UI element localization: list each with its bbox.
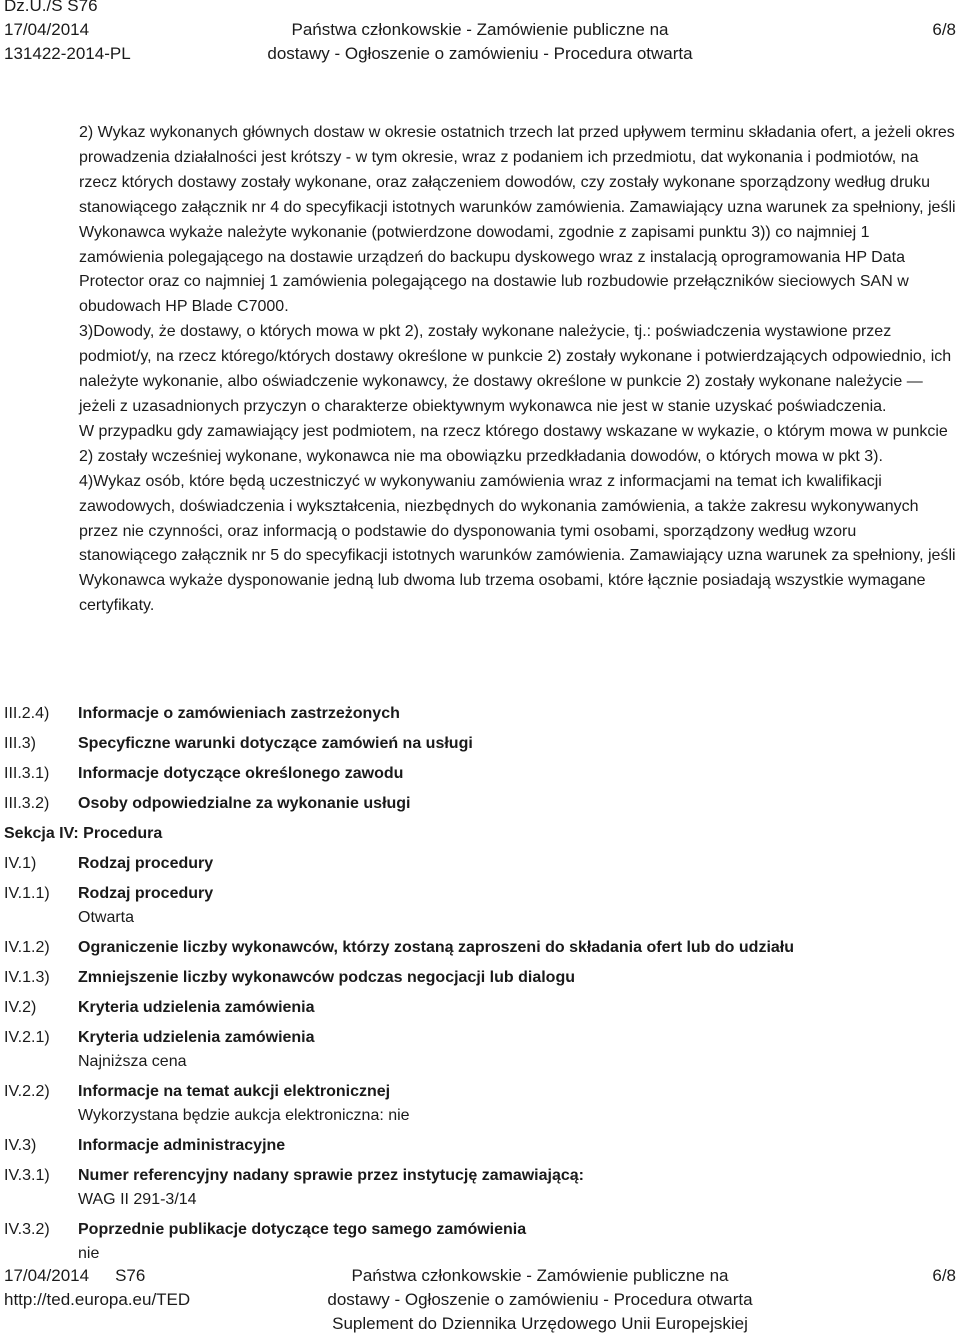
section-row [4, 696, 954, 726]
section-number: IV.3) [4, 1137, 37, 1154]
section-number: IV.3.1) [4, 1167, 50, 1184]
footer-page-number: 6/8 [932, 1266, 956, 1285]
section-number: IV.2.2) [4, 1083, 50, 1100]
section-heading: Ograniczenie liczby wykonawców, którzy zostaną zaproszeni do składania ofert lub do udziału [78, 939, 794, 956]
section-heading: Rodzaj procedury [78, 885, 214, 902]
header-journal-ref: Dz.U./S S76 [4, 0, 98, 15]
section-row [4, 1158, 954, 1212]
section-number: III.3.1) [4, 765, 50, 782]
section-row [4, 1074, 954, 1128]
section-number: IV.1) [4, 855, 37, 872]
header-notice-id: 131422-2014-PL [4, 44, 131, 63]
requirements-text [79, 121, 957, 619]
section-value: WAG II 291-3/14 [78, 1191, 197, 1208]
section-heading: Kryteria udzielenia zamówienia [78, 999, 315, 1016]
section-content [78, 696, 954, 726]
section-row [4, 1212, 954, 1266]
section-number: IV.1.1) [4, 885, 50, 902]
section-content [78, 1074, 954, 1128]
section-content [78, 846, 954, 876]
header-title-line2: dostawy - Ogłoszenie o zamówieniu - Procedura otwarta [267, 44, 693, 63]
paragraph: 2) Wykaz wykonanych głównych dostaw w okresie ostatnich trzech lat przed upływem terminu składania ofert, a jeżeli okres prowadzenia działalności jest krótszy - w tym okresie, wraz z podaniem ich przedmiotu, dat wykonania i podmiotów, na rzecz których dostawy zostały wykonane, oraz załączeniem dowodów, czy zostały wykonane sporządzony według druku stanowiącego załącznik nr 4 do specyfikacji istotnych warunków zamówienia. Zamawiający uzna warunek za spełniony, jeśli Wykonawca wykaże należyte wykonanie (potwierdzone dowodami, zgodnie z zapisami punktu 3)) co najmniej 1 zamówienia polegającego na dostawie urządzeń do backupu dyskowego wraz z instalacją oprogramowania HP Data Protector oraz co najmniej 1 zamówienia polegającego na dostawie lub rozbudowie przełączników sieciowych SAN w obudowach HP Blade C7000. [79, 124, 956, 316]
section-row [4, 960, 954, 990]
notice-sections [4, 696, 954, 1266]
section-row [4, 726, 954, 756]
section-heading: Specyficzne warunki dotyczące zamówień na usługi [78, 735, 473, 752]
section-content [78, 786, 954, 816]
section-number: IV.2.1) [4, 1029, 50, 1046]
section-heading: Kryteria udzielenia zamówienia [78, 1029, 315, 1046]
section-content [78, 876, 954, 930]
footer-url[interactable]: http://ted.europa.eu/TED [4, 1290, 191, 1309]
section-content [78, 756, 954, 786]
footer-title-line1: Państwa członkowskie - Zamówienie publiczne na [351, 1266, 729, 1285]
footer-supplement: Suplement do Dziennika Urzędowego Unii Europejskiej [332, 1314, 748, 1333]
header-date: 17/04/2014 [4, 20, 90, 39]
section-value: Wykorzystana będzie aukcja elektroniczna: nie [78, 1107, 410, 1124]
section-row [4, 756, 954, 786]
section-content [78, 726, 954, 756]
section-value: nie [78, 1245, 100, 1262]
section-row [4, 1128, 954, 1158]
header-title-line1: Państwa członkowskie - Zamówienie publiczne na [291, 20, 669, 39]
paragraph: W przypadku gdy zamawiający jest podmiotem, na rzecz którego dostawy wskazane w wykazie, o którym mowa w punkcie 2) zostały wcześniej wykonane, wykonawca nie ma obowiązku przedkładania dowodów, o których mowa w pkt 3). [79, 422, 948, 465]
footer-center [260, 1264, 820, 1336]
section-number: III.2.4) [4, 705, 50, 722]
section-heading: Informacje dotyczące określonego zawodu [78, 765, 404, 782]
section-heading: Informacje o zamówieniach zastrzeżonych [78, 705, 400, 722]
section-heading: Osoby odpowiedzialne za wykonanie usługi [78, 795, 411, 812]
header-left [4, 0, 131, 66]
section-content [78, 960, 954, 990]
paragraph: 4)Wykaz osób, które będą uczestniczyć w wykonywaniu zamówienia wraz z informacjami na temat ich kwalifikacji zawodowych, doświadczenia i wykształcenia, niezbędnych do wykonania zamówienia, a także zakresu wykonywanych przez nie czynności, oraz informacją o podstawie do dysponowania tymi osobami, sporządzony według wzoru stanowiącego załącznik nr 5 do specyfikacji istotnych warunków zamówienia. Zamawiający uzna warunek za spełniony, jeśli Wykonawca wykaże dysponowanie jedną lub dwoma lub trzema osobami, które łącznie posiadają wszystkie wymagane certyfikaty. [79, 472, 956, 615]
section-row [4, 1020, 954, 1074]
section-heading: Poprzednie publikacje dotyczące tego samego zamówienia [78, 1221, 527, 1238]
section-heading: Numer referencyjny nadany sprawie przez instytucję zamawiającą: [78, 1167, 584, 1184]
section-row [4, 786, 954, 816]
section-number: III.3.2) [4, 795, 50, 812]
section-value: Otwarta [78, 909, 135, 926]
section-content [78, 1128, 954, 1158]
section-heading: Informacje na temat aukcji elektronicznej [78, 1083, 391, 1100]
section-content [78, 930, 954, 960]
section-number: IV.1.3) [4, 969, 50, 986]
footer-left [4, 1264, 190, 1312]
section-number: IV.1.2) [4, 939, 50, 956]
section-content [78, 1158, 954, 1212]
section-content [78, 1212, 954, 1266]
paragraph: 3)Dowody, że dostawy, o których mowa w pkt 2), zostały wykonane należycie, tj.: poświadczenia wystawione przez podmiot/y, na rzecz którego/których dostawy określone w punkcie 2) zostały wykonane i potwierdzających odpowiednio, ich należyte wykonanie, albo oświadczenie wykonawcy, że dostawy określone w punkcie 2) zostały wykonane należycie — jeżeli z uzasadnionych przyczyn o charakterze obiektywnym wykonawca nie jest w stanie uzyskać poświadczenia. [79, 323, 952, 415]
section-row [4, 846, 954, 876]
section-row [4, 990, 954, 1020]
header-center [200, 18, 760, 66]
section-title: Sekcja IV: Procedura [4, 825, 163, 842]
section-content [78, 1020, 954, 1074]
section-heading: Zmniejszenie liczby wykonawców podczas negocjacji lub dialogu [78, 969, 575, 986]
section-number: IV.2) [4, 999, 37, 1016]
section-row [4, 876, 954, 930]
section-value: Najniższa cena [78, 1053, 187, 1070]
section-heading: Informacje administracyjne [78, 1137, 286, 1154]
section-content [78, 990, 954, 1020]
header-page-number: 6/8 [932, 20, 956, 39]
footer-date: 17/04/2014 [4, 1266, 90, 1285]
section-heading: Rodzaj procedury [78, 855, 214, 872]
section-row [4, 930, 954, 960]
section-number: IV.3.2) [4, 1221, 50, 1238]
footer-code: S76 [115, 1266, 146, 1285]
section-number: III.3) [4, 735, 37, 752]
footer-title-line2: dostawy - Ogłoszenie o zamówieniu - Procedura otwarta [327, 1290, 753, 1309]
